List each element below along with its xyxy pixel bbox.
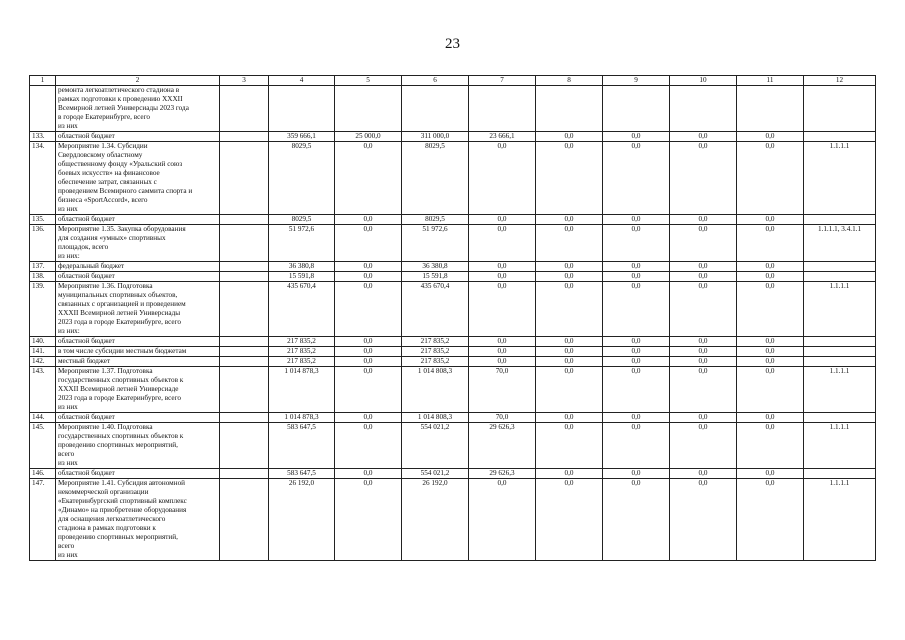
table-row xyxy=(30,337,876,347)
table-cell: 359 666,1 xyxy=(269,132,335,142)
table-cell xyxy=(220,272,269,282)
table-cell: 0,0 xyxy=(737,347,804,357)
table-cell xyxy=(220,132,269,142)
row-name: Мероприятие 1.40. Подготовка государственных спортивных объектов к проведению спортивных мероприятий, всего из них xyxy=(56,423,220,469)
table-cell: 0,0 xyxy=(603,215,670,225)
row-name: Мероприятие 1.41. Субсидия автономной некоммерческой организации «Екатеринбургский спортивный комплекс «Динамо» на приобретение оборудования для оснащения легкоатлетического стадиона в рамках подготовки к проведению спортивных мероприятий, всего из них xyxy=(56,479,220,561)
table-cell: 0,0 xyxy=(335,357,402,367)
table-cell: 0,0 xyxy=(335,225,402,262)
table-cell xyxy=(804,272,876,282)
table-cell: 1 014 808,3 xyxy=(402,367,469,413)
table-cell: 0,0 xyxy=(603,337,670,347)
table-cell: 0,0 xyxy=(670,413,737,423)
table-cell xyxy=(804,215,876,225)
table-cell: 0,0 xyxy=(536,469,603,479)
table-cell xyxy=(469,86,536,132)
table-cell: 0,0 xyxy=(469,142,536,215)
table-cell: 1.1.1.1 xyxy=(804,282,876,337)
column-header: 10 xyxy=(670,76,737,86)
table-cell: 0,0 xyxy=(670,142,737,215)
row-number: 136. xyxy=(30,225,56,262)
table-cell: 36 380,8 xyxy=(402,262,469,272)
table-cell: 8029,5 xyxy=(402,215,469,225)
table-cell: 435 670,4 xyxy=(269,282,335,337)
table-cell: 0,0 xyxy=(737,367,804,413)
table-row xyxy=(30,469,876,479)
table-cell xyxy=(804,132,876,142)
column-header: 1 xyxy=(30,76,56,86)
table-cell: 435 670,4 xyxy=(402,282,469,337)
row-name: областной бюджет xyxy=(56,413,220,423)
row-number: 141. xyxy=(30,347,56,357)
row-number: 143. xyxy=(30,367,56,413)
table-cell: 0,0 xyxy=(603,262,670,272)
table-cell: 1.1.1.1 xyxy=(804,142,876,215)
table-cell: 0,0 xyxy=(469,357,536,367)
table-row xyxy=(30,142,876,215)
table-cell: 217 835,2 xyxy=(269,357,335,367)
table-cell: 15 591,8 xyxy=(402,272,469,282)
table-cell: 0,0 xyxy=(737,337,804,347)
table-row xyxy=(30,262,876,272)
row-number: 144. xyxy=(30,413,56,423)
table-cell: 217 835,2 xyxy=(402,347,469,357)
table-cell: 0,0 xyxy=(536,225,603,262)
table-cell xyxy=(670,86,737,132)
table-cell: 0,0 xyxy=(469,262,536,272)
table-cell: 0,0 xyxy=(737,282,804,337)
table-cell xyxy=(220,86,269,132)
table-cell xyxy=(269,86,335,132)
table-cell xyxy=(220,357,269,367)
table-cell xyxy=(220,469,269,479)
row-number: 146. xyxy=(30,469,56,479)
table-row xyxy=(30,282,876,337)
table-cell: 0,0 xyxy=(469,479,536,561)
table-cell xyxy=(804,337,876,347)
table-cell: 29 626,3 xyxy=(469,423,536,469)
table-cell: 51 972,6 xyxy=(402,225,469,262)
table-cell: 0,0 xyxy=(335,142,402,215)
table-cell xyxy=(220,479,269,561)
table-cell xyxy=(402,86,469,132)
table-cell xyxy=(737,86,804,132)
table-row xyxy=(30,479,876,561)
table-cell xyxy=(804,469,876,479)
table-cell: 0,0 xyxy=(536,413,603,423)
table-cell: 0,0 xyxy=(603,413,670,423)
row-number: 137. xyxy=(30,262,56,272)
table-cell: 0,0 xyxy=(536,367,603,413)
table-cell xyxy=(220,413,269,423)
table-cell: 0,0 xyxy=(335,469,402,479)
table-cell: 0,0 xyxy=(335,367,402,413)
table-row xyxy=(30,423,876,469)
table-cell: 0,0 xyxy=(670,479,737,561)
table-cell xyxy=(220,142,269,215)
table-cell: 8029,5 xyxy=(402,142,469,215)
column-header: 4 xyxy=(269,76,335,86)
table-cell: 0,0 xyxy=(737,357,804,367)
table-cell: 8029,5 xyxy=(269,215,335,225)
table-cell xyxy=(804,262,876,272)
table-cell: 70,0 xyxy=(469,367,536,413)
table-cell: 0,0 xyxy=(469,337,536,347)
table-cell: 0,0 xyxy=(670,337,737,347)
table-cell: 0,0 xyxy=(335,423,402,469)
column-header: 11 xyxy=(737,76,804,86)
table-cell: 0,0 xyxy=(536,479,603,561)
table-cell: 51 972,6 xyxy=(269,225,335,262)
table-cell: 0,0 xyxy=(335,215,402,225)
table-cell: 0,0 xyxy=(670,469,737,479)
table-cell xyxy=(804,86,876,132)
table-cell xyxy=(220,367,269,413)
table-cell xyxy=(603,86,670,132)
table-cell xyxy=(220,262,269,272)
table-cell xyxy=(220,337,269,347)
table-cell: 1.1.1.1 xyxy=(804,367,876,413)
table-cell: 0,0 xyxy=(670,347,737,357)
row-number: 147. xyxy=(30,479,56,561)
table-cell: 1 014 878,3 xyxy=(269,413,335,423)
table-cell: 311 000,0 xyxy=(402,132,469,142)
table-cell: 0,0 xyxy=(603,225,670,262)
column-header: 3 xyxy=(220,76,269,86)
table-row xyxy=(30,347,876,357)
table-header-row xyxy=(30,76,876,86)
table-cell: 0,0 xyxy=(536,142,603,215)
column-header: 6 xyxy=(402,76,469,86)
row-name: Мероприятие 1.35. Закупка оборудования для создания «умных» спортивных площадок, всего из них: xyxy=(56,225,220,262)
table-cell: 0,0 xyxy=(536,262,603,272)
table-cell: 0,0 xyxy=(603,282,670,337)
row-name: федеральный бюджет xyxy=(56,262,220,272)
column-header: 9 xyxy=(603,76,670,86)
table-cell: 0,0 xyxy=(670,272,737,282)
table-cell: 0,0 xyxy=(737,215,804,225)
column-header: 5 xyxy=(335,76,402,86)
column-header: 7 xyxy=(469,76,536,86)
table-cell xyxy=(220,347,269,357)
table-cell: 1 014 808,3 xyxy=(402,413,469,423)
table-row xyxy=(30,367,876,413)
budget-table xyxy=(29,75,876,561)
table-cell: 0,0 xyxy=(335,413,402,423)
table-cell: 15 591,8 xyxy=(269,272,335,282)
table-cell: 1 014 878,3 xyxy=(269,367,335,413)
column-header: 8 xyxy=(536,76,603,86)
table-cell xyxy=(220,215,269,225)
table-row xyxy=(30,86,876,132)
table-cell: 583 647,5 xyxy=(269,423,335,469)
table-cell: 0,0 xyxy=(737,413,804,423)
table-cell: 0,0 xyxy=(603,367,670,413)
table-cell: 0,0 xyxy=(536,272,603,282)
table-cell: 217 835,2 xyxy=(269,347,335,357)
table-cell xyxy=(536,86,603,132)
table-cell: 8029,5 xyxy=(269,142,335,215)
table-cell xyxy=(804,357,876,367)
table-cell: 0,0 xyxy=(737,142,804,215)
row-number xyxy=(30,86,56,132)
row-number: 134. xyxy=(30,142,56,215)
row-name: областной бюджет xyxy=(56,215,220,225)
row-name: местный бюджет xyxy=(56,357,220,367)
table-row xyxy=(30,132,876,142)
table-cell: 29 626,3 xyxy=(469,469,536,479)
table-cell: 0,0 xyxy=(536,337,603,347)
table-cell: 0,0 xyxy=(469,225,536,262)
table-cell: 0,0 xyxy=(603,272,670,282)
row-number: 133. xyxy=(30,132,56,142)
table-cell: 0,0 xyxy=(737,479,804,561)
table-cell: 0,0 xyxy=(603,357,670,367)
row-name: областной бюджет xyxy=(56,469,220,479)
table-cell: 0,0 xyxy=(536,423,603,469)
table-cell: 0,0 xyxy=(335,282,402,337)
table-cell: 554 021,2 xyxy=(402,423,469,469)
table-cell: 26 192,0 xyxy=(269,479,335,561)
table-cell: 0,0 xyxy=(603,347,670,357)
table-cell: 0,0 xyxy=(737,423,804,469)
table-cell: 70,0 xyxy=(469,413,536,423)
table-cell xyxy=(220,423,269,469)
row-name: Мероприятие 1.36. Подготовка муниципальных спортивных объектов, связанных с организацией и проведением XXXII Всемирной летней Универсиады 2023 года в городе Екатеринбурге, всего из них: xyxy=(56,282,220,337)
table-cell: 0,0 xyxy=(670,367,737,413)
table-row xyxy=(30,272,876,282)
table-cell: 0,0 xyxy=(603,479,670,561)
table-cell xyxy=(220,282,269,337)
table-cell: 0,0 xyxy=(335,262,402,272)
table-cell: 217 835,2 xyxy=(269,337,335,347)
row-name: областной бюджет xyxy=(56,272,220,282)
table-cell: 0,0 xyxy=(536,215,603,225)
row-name: областной бюджет xyxy=(56,337,220,347)
table-cell: 0,0 xyxy=(536,132,603,142)
table-cell: 0,0 xyxy=(603,132,670,142)
table-cell: 0,0 xyxy=(670,225,737,262)
table-cell: 0,0 xyxy=(335,347,402,357)
row-name: Мероприятие 1.37. Подготовка государственных спортивных объектов к XXXII Всемирной летней Универсиаде 2023 года в городе Екатеринбурге, всего из них xyxy=(56,367,220,413)
table-cell: 1.1.1.1 xyxy=(804,479,876,561)
table-cell: 217 835,2 xyxy=(402,337,469,347)
table-row xyxy=(30,357,876,367)
table-cell: 0,0 xyxy=(469,282,536,337)
table-cell: 0,0 xyxy=(670,423,737,469)
table-cell: 0,0 xyxy=(603,469,670,479)
row-name: областной бюджет xyxy=(56,132,220,142)
row-number: 140. xyxy=(30,337,56,347)
table-cell: 0,0 xyxy=(670,357,737,367)
table-cell: 0,0 xyxy=(335,479,402,561)
table-cell: 0,0 xyxy=(737,469,804,479)
table-row xyxy=(30,215,876,225)
table-cell: 0,0 xyxy=(670,215,737,225)
table-row xyxy=(30,413,876,423)
table-cell: 0,0 xyxy=(536,282,603,337)
row-name: Мероприятие 1.34. Субсидии Свердловскому областному общественному фонду «Уральский союз боевых искусств» на финансовое обеспечение затрат, связанных с проведением Всемирного саммита спорта и бизнеса «SportAccord», всего из них xyxy=(56,142,220,215)
table-cell: 0,0 xyxy=(603,423,670,469)
row-number: 145. xyxy=(30,423,56,469)
table-cell: 1.1.1.1 xyxy=(804,423,876,469)
table-cell: 1.1.1.1, 3.4.1.1 xyxy=(804,225,876,262)
column-header: 12 xyxy=(804,76,876,86)
row-number: 139. xyxy=(30,282,56,337)
column-header: 2 xyxy=(56,76,220,86)
row-number: 142. xyxy=(30,357,56,367)
table-cell: 0,0 xyxy=(737,225,804,262)
table-cell: 0,0 xyxy=(536,347,603,357)
table-cell: 26 192,0 xyxy=(402,479,469,561)
table-cell xyxy=(804,413,876,423)
table-cell xyxy=(335,86,402,132)
row-name: ремонта легкоатлетического стадиона в рамках подготовки к проведению XXXII Всемирной летней Универсиады 2023 года в городе Екатеринбурге, всего из них xyxy=(56,86,220,132)
table-cell: 0,0 xyxy=(737,132,804,142)
table-cell: 0,0 xyxy=(335,337,402,347)
table-cell: 36 380,8 xyxy=(269,262,335,272)
row-number: 135. xyxy=(30,215,56,225)
table-cell: 0,0 xyxy=(469,347,536,357)
table-cell: 0,0 xyxy=(469,272,536,282)
table-cell: 0,0 xyxy=(737,272,804,282)
table-cell: 583 647,5 xyxy=(269,469,335,479)
table-cell: 25 000,0 xyxy=(335,132,402,142)
table-cell: 0,0 xyxy=(536,357,603,367)
row-name: в том числе субсидии местным бюджетам xyxy=(56,347,220,357)
table-cell: 0,0 xyxy=(670,262,737,272)
table-cell: 554 021,2 xyxy=(402,469,469,479)
table-cell: 217 835,2 xyxy=(402,357,469,367)
table-cell xyxy=(804,347,876,357)
page-number: 23 xyxy=(445,36,460,52)
table-cell: 0,0 xyxy=(335,272,402,282)
table-cell xyxy=(220,225,269,262)
table-row xyxy=(30,225,876,262)
table-cell: 23 666,1 xyxy=(469,132,536,142)
row-number: 138. xyxy=(30,272,56,282)
table-cell: 0,0 xyxy=(670,132,737,142)
table-cell: 0,0 xyxy=(603,142,670,215)
table-cell: 0,0 xyxy=(469,215,536,225)
table-cell: 0,0 xyxy=(737,262,804,272)
table-cell: 0,0 xyxy=(670,282,737,337)
